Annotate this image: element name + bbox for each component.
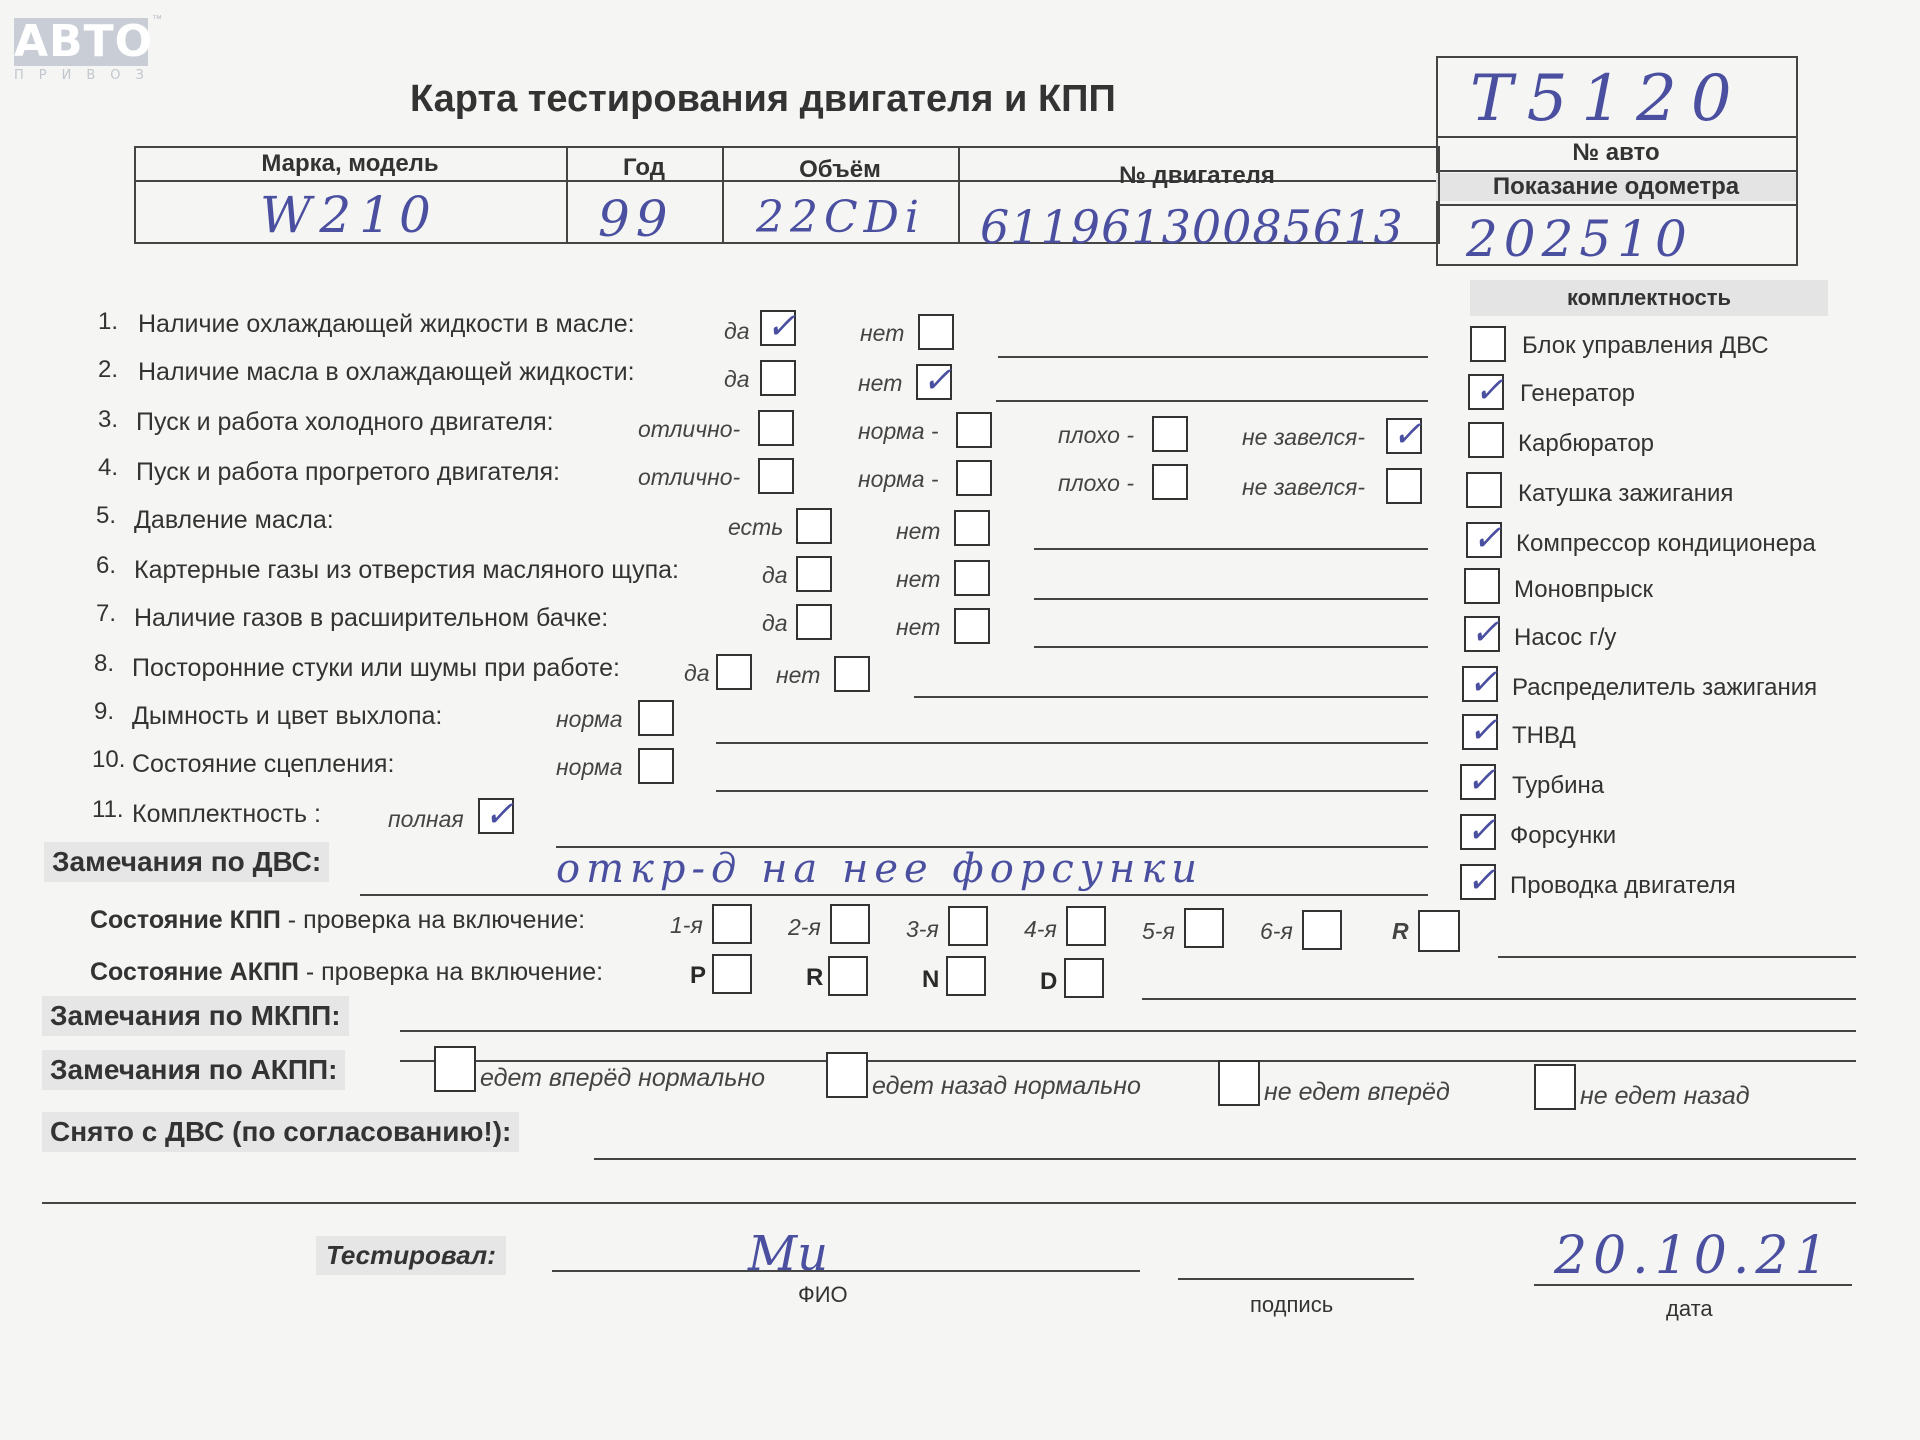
- akpp-option-checkbox[interactable]: [826, 1052, 868, 1098]
- check-mark-icon: ✓: [766, 306, 797, 347]
- kit-checkbox[interactable]: [1462, 662, 1499, 703]
- answer-line: [400, 1030, 1856, 1032]
- question-text: Комплектность :: [132, 800, 321, 828]
- kit-checkbox[interactable]: [1470, 326, 1506, 362]
- answer-line: [400, 1060, 1856, 1062]
- car-number-value: Т5120: [1470, 62, 1746, 136]
- kit-checkbox[interactable]: [1464, 612, 1501, 653]
- engine-remarks-label: Замечания по ДВС:: [44, 842, 329, 882]
- tested-by-label: Тестировал:: [316, 1236, 506, 1275]
- kit-checkbox[interactable]: [1464, 568, 1500, 604]
- checkbox[interactable]: [796, 604, 832, 640]
- option-label: нет: [896, 518, 941, 544]
- gear-checkbox[interactable]: [1184, 908, 1224, 948]
- logo-trademark: ™: [152, 14, 162, 25]
- option-label: да: [724, 318, 750, 344]
- answer-line: [594, 1158, 1856, 1160]
- check-mark-icon: ✓: [1472, 518, 1503, 559]
- question-number: 10.: [92, 746, 126, 773]
- option-label: не завелся-: [1242, 474, 1366, 500]
- question-text: Пуск и работа прогретого двигателя:: [136, 458, 560, 486]
- option-label: нет: [860, 320, 905, 346]
- divider: [1436, 204, 1796, 206]
- checkbox[interactable]: [916, 360, 953, 401]
- checkbox[interactable]: [1152, 416, 1188, 452]
- question-number: 2.: [98, 356, 119, 383]
- kit-checkbox[interactable]: [1460, 810, 1497, 851]
- gear-checkbox[interactable]: [1064, 958, 1104, 998]
- question-text: Наличие масла в охлаждающей жидкости:: [138, 358, 635, 386]
- logo-text: АВТО: [14, 16, 154, 67]
- gear-label: R: [1392, 918, 1409, 944]
- option-label: норма: [556, 754, 623, 780]
- gear-label: P: [690, 962, 707, 989]
- removed-label: Снято с ДВС (по согласованию!):: [42, 1112, 519, 1152]
- kit-title: комплектность: [1470, 280, 1828, 316]
- value-make-model: W210: [260, 186, 439, 244]
- question-number: 5.: [96, 502, 117, 529]
- checkbox[interactable]: [638, 748, 674, 784]
- checkbox[interactable]: [956, 460, 992, 496]
- option-label: нет: [776, 662, 821, 688]
- question-number: 4.: [98, 454, 119, 481]
- gear-label: 1-я: [670, 912, 703, 938]
- kpp-title: Состояние КПП: [90, 906, 281, 934]
- checkbox[interactable]: [796, 556, 832, 592]
- kit-checkbox[interactable]: [1468, 370, 1505, 411]
- kit-checkbox[interactable]: [1466, 472, 1502, 508]
- kit-item-label: Катушка зажигания: [1518, 480, 1734, 507]
- question-number: 7.: [96, 600, 117, 627]
- answer-line: [716, 790, 1428, 792]
- question-number: 6.: [96, 552, 117, 579]
- question-text: Пуск и работа холодного двигателя:: [136, 408, 554, 436]
- checkbox[interactable]: [716, 654, 752, 690]
- checkbox[interactable]: [918, 314, 954, 350]
- question-number: 8.: [94, 650, 115, 677]
- question-text: Наличие охлаждающей жидкости в масле:: [138, 310, 635, 338]
- sign-line: [1178, 1278, 1414, 1280]
- option-label: не завелся-: [1242, 424, 1366, 450]
- option-label: нет: [896, 614, 941, 640]
- check-mark-icon: ✓: [1392, 414, 1423, 455]
- header-make-model: Марка, модель: [261, 150, 439, 177]
- option-label: норма -: [858, 418, 939, 444]
- akpp-option-label: едет вперёд нормально: [480, 1064, 766, 1092]
- divider: [1436, 170, 1796, 172]
- answer-line: [1034, 646, 1428, 648]
- option-label: отлично-: [638, 464, 741, 490]
- akpp-option-checkbox[interactable]: [434, 1046, 476, 1092]
- option-label: норма -: [858, 466, 939, 492]
- car-number-label: № авто: [1572, 139, 1660, 166]
- checkbox[interactable]: [1386, 414, 1423, 455]
- answer-line: [996, 400, 1428, 402]
- check-mark-icon: ✓: [922, 360, 953, 401]
- gear-label: D: [1040, 968, 1058, 995]
- kit-checkbox[interactable]: [1468, 422, 1504, 458]
- kit-item-label: Компрессор кондиционера: [1516, 530, 1816, 557]
- check-mark-icon: ✓: [1466, 860, 1497, 901]
- option-label: да: [762, 562, 788, 588]
- header-volume: Объём: [799, 156, 881, 183]
- option-label: есть: [728, 514, 784, 540]
- kit-checkbox[interactable]: [1466, 518, 1503, 559]
- checkbox[interactable]: [954, 560, 990, 596]
- divider: [958, 146, 960, 242]
- page-title: Карта тестирования двигателя и КПП: [410, 78, 1116, 120]
- akpp-option-checkbox[interactable]: [1534, 1064, 1576, 1110]
- answer-line: [360, 894, 1428, 896]
- question-text: Картерные газы из отверстия масляного щупа:: [134, 556, 679, 584]
- option-label: да: [684, 660, 710, 686]
- option-label: да: [762, 610, 788, 636]
- tester-name-value: Ми: [748, 1226, 829, 1282]
- answer-line: [42, 1202, 1856, 1204]
- gear-label: R: [806, 964, 824, 991]
- question-text: Посторонние стуки или шумы при работе:: [132, 654, 620, 682]
- gear-checkbox[interactable]: [1418, 910, 1460, 952]
- check-mark-icon: ✓: [1470, 612, 1501, 653]
- logo: [14, 18, 159, 83]
- check-mark-icon: ✓: [1474, 370, 1505, 411]
- kpp-label: [90, 906, 585, 935]
- check-mark-icon: ✓: [1466, 760, 1497, 801]
- sign-label: подпись: [1250, 1292, 1334, 1317]
- kit-item-label: Карбюратор: [1518, 430, 1655, 457]
- option-label: да: [724, 366, 750, 392]
- answer-line: [1142, 998, 1856, 1000]
- gear-label: 4-я: [1024, 916, 1057, 942]
- gear-checkbox[interactable]: [948, 906, 988, 946]
- checkbox[interactable]: [760, 306, 797, 347]
- option-label: норма: [556, 706, 623, 732]
- answer-line: [716, 742, 1428, 744]
- check-mark-icon: ✓: [1468, 710, 1499, 751]
- value-year: 99: [598, 190, 674, 248]
- gear-label: 3-я: [906, 916, 939, 942]
- gear-checkbox[interactable]: [828, 956, 868, 996]
- akpp-option-label: не едет вперёд: [1264, 1078, 1450, 1106]
- checkbox[interactable]: [796, 508, 832, 544]
- checkbox[interactable]: [1386, 468, 1422, 504]
- gear-checkbox[interactable]: [830, 904, 870, 944]
- akpp-option-label: едет назад нормально: [872, 1072, 1141, 1100]
- akpp-title: Состояние АКПП: [90, 958, 299, 986]
- option-label: плохо -: [1058, 422, 1134, 448]
- akpp-remarks-label: Замечания по АКПП:: [42, 1050, 345, 1090]
- option-label: нет: [858, 370, 903, 396]
- value-engine-number: 61196130085613: [980, 200, 1404, 254]
- option-label: полная: [388, 806, 464, 832]
- fio-line: [552, 1270, 1140, 1272]
- answer-line: [1498, 956, 1856, 958]
- logo-subtitle: ПРИВОЗ: [14, 68, 159, 83]
- gear-label: 5-я: [1142, 918, 1175, 944]
- kit-item-label: Форсунки: [1510, 822, 1617, 849]
- option-label: плохо -: [1058, 470, 1134, 496]
- gear-label: N: [922, 966, 940, 993]
- checkbox[interactable]: [834, 656, 870, 692]
- checkbox[interactable]: [478, 794, 515, 835]
- question-text: Дымность и цвет выхлопа:: [132, 702, 443, 730]
- check-mark-icon: ✓: [1468, 662, 1499, 703]
- check-mark-icon: ✓: [484, 794, 515, 835]
- kit-item-label: Моновпрыск: [1514, 576, 1654, 603]
- option-label: нет: [896, 566, 941, 592]
- kit-checkbox[interactable]: [1460, 860, 1497, 901]
- kit-checkbox[interactable]: [1460, 760, 1497, 801]
- kit-item-label: Проводка двигателя: [1510, 872, 1736, 899]
- akpp-suffix: - проверка на включение:: [298, 958, 604, 986]
- gear-checkbox[interactable]: [1066, 906, 1106, 946]
- kpp-suffix: - проверка на включение:: [280, 906, 586, 934]
- odometer-value: 202510: [1466, 210, 1693, 268]
- mkpp-remarks-label: Замечания по МКПП:: [42, 996, 349, 1036]
- gear-label: 6-я: [1260, 918, 1293, 944]
- checkbox[interactable]: [758, 458, 794, 494]
- gear-checkbox[interactable]: [712, 904, 752, 944]
- kit-item-label: Генератор: [1520, 380, 1635, 407]
- gear-checkbox[interactable]: [1302, 910, 1342, 950]
- answer-line: [1034, 548, 1428, 550]
- checkbox[interactable]: [954, 608, 990, 644]
- gear-checkbox[interactable]: [946, 956, 986, 996]
- divider: [1436, 136, 1796, 138]
- kit-item-label: Насос г/у: [1514, 624, 1617, 651]
- checkbox[interactable]: [760, 360, 796, 396]
- question-text: Наличие газов в расширительном бачке:: [134, 604, 609, 632]
- header-engine-number: № двигателя: [1119, 162, 1275, 189]
- checkbox[interactable]: [956, 412, 992, 448]
- question-text: Состояние сцепления:: [132, 750, 395, 778]
- kit-checkbox[interactable]: [1462, 710, 1499, 751]
- answer-line: [998, 356, 1428, 358]
- question-number: 9.: [94, 698, 115, 725]
- answer-line: [1034, 598, 1428, 600]
- check-mark-icon: ✓: [1466, 810, 1497, 851]
- checkbox[interactable]: [758, 410, 794, 446]
- header-year: Год: [623, 154, 665, 181]
- gear-checkbox[interactable]: [712, 954, 752, 994]
- akpp-label: [90, 958, 603, 987]
- kit-item-label: Распределитель зажигания: [1512, 674, 1818, 701]
- checkbox[interactable]: [638, 700, 674, 736]
- akpp-option-checkbox[interactable]: [1218, 1060, 1260, 1106]
- checkbox[interactable]: [1152, 464, 1188, 500]
- date-label: дата: [1666, 1296, 1713, 1321]
- odometer-label: Показание одометра: [1436, 173, 1796, 201]
- date-value: 20.10.21: [1554, 1226, 1834, 1286]
- akpp-option-label: не едет назад: [1580, 1082, 1750, 1110]
- kit-item-label: Блок управления ДВС: [1522, 332, 1769, 359]
- value-volume: 22CDi: [756, 192, 926, 243]
- question-number: 1.: [98, 308, 119, 335]
- date-line: [1534, 1284, 1852, 1286]
- option-label: отлично-: [638, 416, 741, 442]
- kit-item-label: ТНВД: [1512, 722, 1576, 749]
- question-number: 11.: [92, 796, 124, 823]
- question-text: Давление масла:: [134, 506, 334, 534]
- fio-label: ФИО: [798, 1282, 848, 1307]
- answer-line: [914, 696, 1428, 698]
- gear-label: 2-я: [788, 914, 821, 940]
- kit-item-label: Турбина: [1512, 772, 1605, 799]
- engine-remarks-value: откр-д на нее форсунки: [556, 846, 1203, 892]
- question-number: 3.: [98, 406, 119, 433]
- checkbox[interactable]: [954, 510, 990, 546]
